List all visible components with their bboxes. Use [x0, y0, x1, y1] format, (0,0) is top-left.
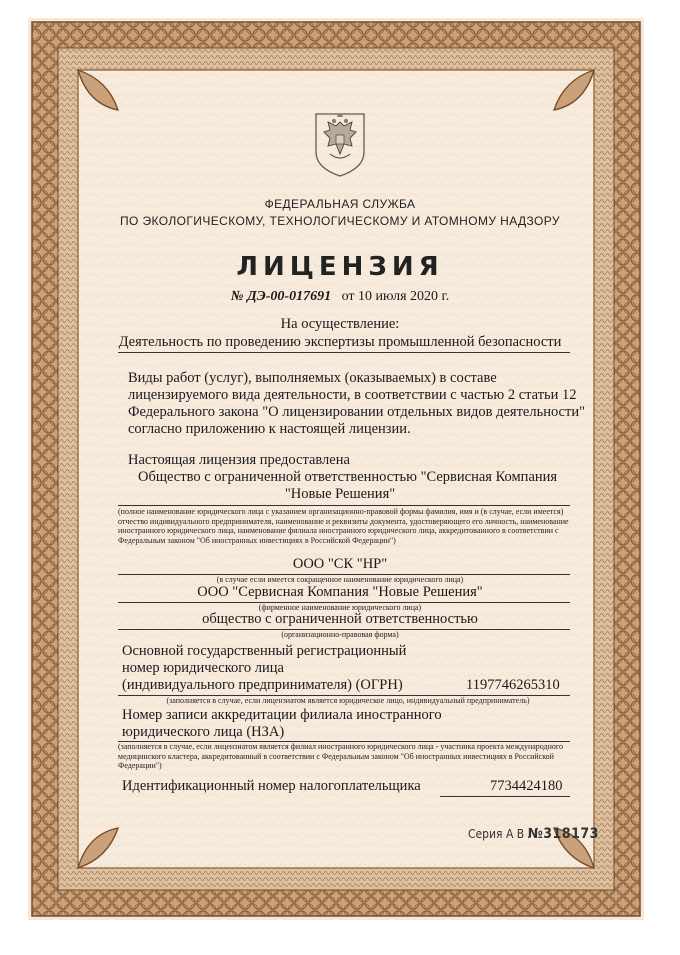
double-headed-eagle-emblem [312, 108, 368, 178]
purpose-activity: Деятельность по проведению экспертизы промышленной безопасности [118, 334, 562, 350]
granted-label: Настоящая лицензия предоставлена [128, 452, 350, 468]
inn-label: Идентификационный номер налогоплательщика [122, 778, 421, 794]
ogrn-value: 1197746265310 [466, 677, 560, 693]
agency-line-2: ПО ЭКОЛОГИЧЕСКОМУ, ТЕХНОЛОГИЧЕСКОМУ И АТОМНОМУ НАДЗОРУ [120, 214, 560, 228]
works-line-3: Федерального закона "О лицензировании отдельных видов деятельности" [128, 404, 586, 420]
license-date: от 10 июля 2020 г. [341, 289, 450, 304]
nza-label-line-1: Номер записи аккредитации филиала иностранного [122, 707, 442, 723]
granted-name-line-1: Общество с ограниченной ответственностью "Сервисная Компания [138, 469, 558, 485]
short-name-note: (в случае если имеется сокращенное наименование юридического лица) [216, 575, 464, 584]
ogrn-label-line-1: Основной государственный регистрационный [122, 643, 407, 659]
works-line-2: лицензируемого вида деятельности, в соответствии с частью 2 статьи 12 [128, 387, 577, 403]
legal-form-value: общество с ограниченной ответственностью [202, 611, 478, 627]
legal-form-note: (организационно-правовая форма) [281, 630, 399, 639]
ogrn-note: (заполняется в случае, если лицензиатом является юридическое лицо, индивидуальный предприниматель) [166, 696, 530, 705]
agency-line-1: ФЕДЕРАЛЬНАЯ СЛУЖБА [264, 197, 416, 211]
nza-note: (заполняется в случае, если лицензиатом является филиал иностранного юридического лица - участника проекта международного медицинского кластера, аккредитованный в соответствии с Федеральным законом "Об иностранных инвестициях в Российской Федерации") [118, 742, 563, 771]
ogrn-label-line-3: (индивидуального предпринимателя) (ОГРН) [122, 677, 403, 693]
inn-value: 7734424180 [490, 778, 563, 794]
activity-underline [118, 352, 570, 353]
inn-underline [440, 796, 570, 797]
license-number-line [100, 289, 580, 305]
document-title: ЛИЦЕНЗИЯ [236, 252, 444, 282]
brand-name-value: ООО "Сервисная Компания "Новые Решения" [197, 584, 483, 600]
ogrn-label-line-2: номер юридического лица [122, 660, 284, 676]
granted-underline [118, 505, 570, 506]
license-number: № ДЭ-00-017691 [230, 289, 332, 304]
brand-name-note: (фирменное наименование юридического лица) [258, 603, 422, 612]
nza-label-line-2: юридического лица (НЗА) [122, 724, 285, 740]
granted-name-line-2: "Новые Решения" [284, 486, 396, 502]
short-name-value: ООО "СК "НР" [292, 556, 388, 572]
works-line-1: Виды работ (услуг), выполняемых (оказываемых) в составе [128, 370, 497, 386]
serial-number-value: №318173 [527, 826, 599, 842]
works-line-4: согласно приложению к настоящей лицензии. [128, 421, 411, 437]
purpose-label: На осуществление: [280, 316, 400, 332]
serial-series: Серия А В [468, 827, 525, 841]
serial-number [468, 826, 599, 842]
granted-note: (полное наименование юридического лица с указанием организационно-правовой формы фамилия, имя и (в случае, если имеется) отчество индивидуального предпринимателя, наименование и реквизиты документа, удостоверяющего его личность, наименование иностранного юридического лица, наименование филиала иностранного юридического лица, аккредитованного в соответствии с Федеральным законом "Об иностранных инвестициях в Российской Федерации") [118, 507, 569, 545]
